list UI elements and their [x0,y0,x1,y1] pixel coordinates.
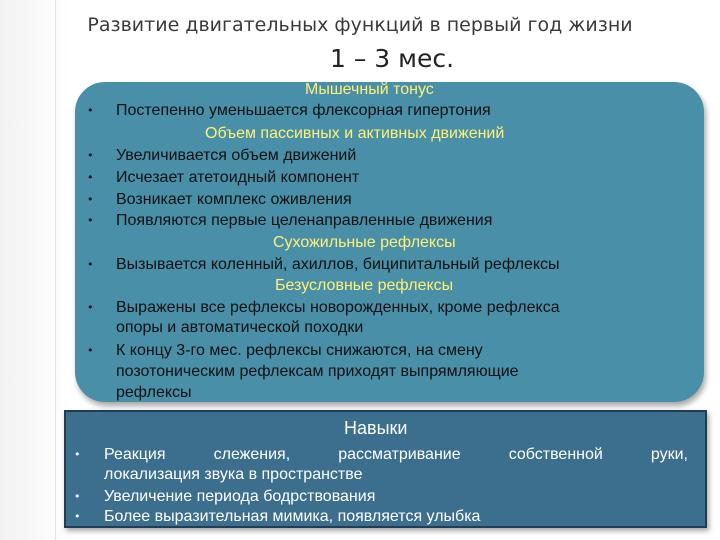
bullet-icon: • [87,104,94,117]
bullet-icon: • [87,149,94,162]
list-item-line: локализация звука в пространстве [104,466,363,483]
list-item-line: позотоническим рефлексам приходят выпрямляющие [116,363,519,380]
skills-heading: Навыки [344,418,408,438]
list-item: Возникает комплекс оживления [116,191,352,208]
bullet-icon: • [87,344,94,357]
list-item-line: Увеличение периода бодрствования [104,488,376,505]
list-item-line: Реакция слежения, рассматривание собственной руки, [104,446,688,463]
decorative-left-band [0,0,70,540]
muscle-tone-heading: Мышечный тонус [305,81,434,98]
unconditioned-reflexes-heading: Безусловные рефлексы [275,277,454,294]
list-item: Постепенно уменьшается флексорная гипертония [116,102,491,119]
list-item: Вызывается коленный, ахиллов, биципитальный рефлексы [116,256,560,273]
bullet-icon: • [74,490,81,503]
bullet-icon: • [87,171,94,184]
list-item-line: Выражены все рефлексы новорожденных, кроме рефлекса [116,299,560,316]
bullet-icon: • [87,193,94,206]
list-item-line: К концу 3-го мес. рефлексы снижаются, на смену [116,342,483,359]
bullet-icon: • [87,301,94,314]
list-item-line: рефлексы [116,384,192,401]
page-subtitle: 1 – 3 мес. [330,44,455,73]
decorative-left-line [55,0,56,540]
list-item: Исчезает атетоидный компонент [116,169,360,186]
list-item-line: Более выразительная мимика, появляется улыбка [104,508,481,525]
list-item-line: опоры и автоматической походки [116,319,364,336]
list-item: Увеличивается объем движений [116,147,357,164]
bullet-icon: • [87,214,94,227]
tendon-reflexes-heading: Сухожильные рефлексы [273,234,456,251]
bullet-icon: • [74,510,81,523]
movements-heading: Объем пассивных и активных движений [205,125,505,142]
bullet-icon: • [87,258,94,271]
page-title: Развитие двигательных функций в первый год жизни [87,14,633,36]
list-item: Появляются первые целенаправленные движения [116,212,493,229]
bullet-icon: • [74,448,81,461]
